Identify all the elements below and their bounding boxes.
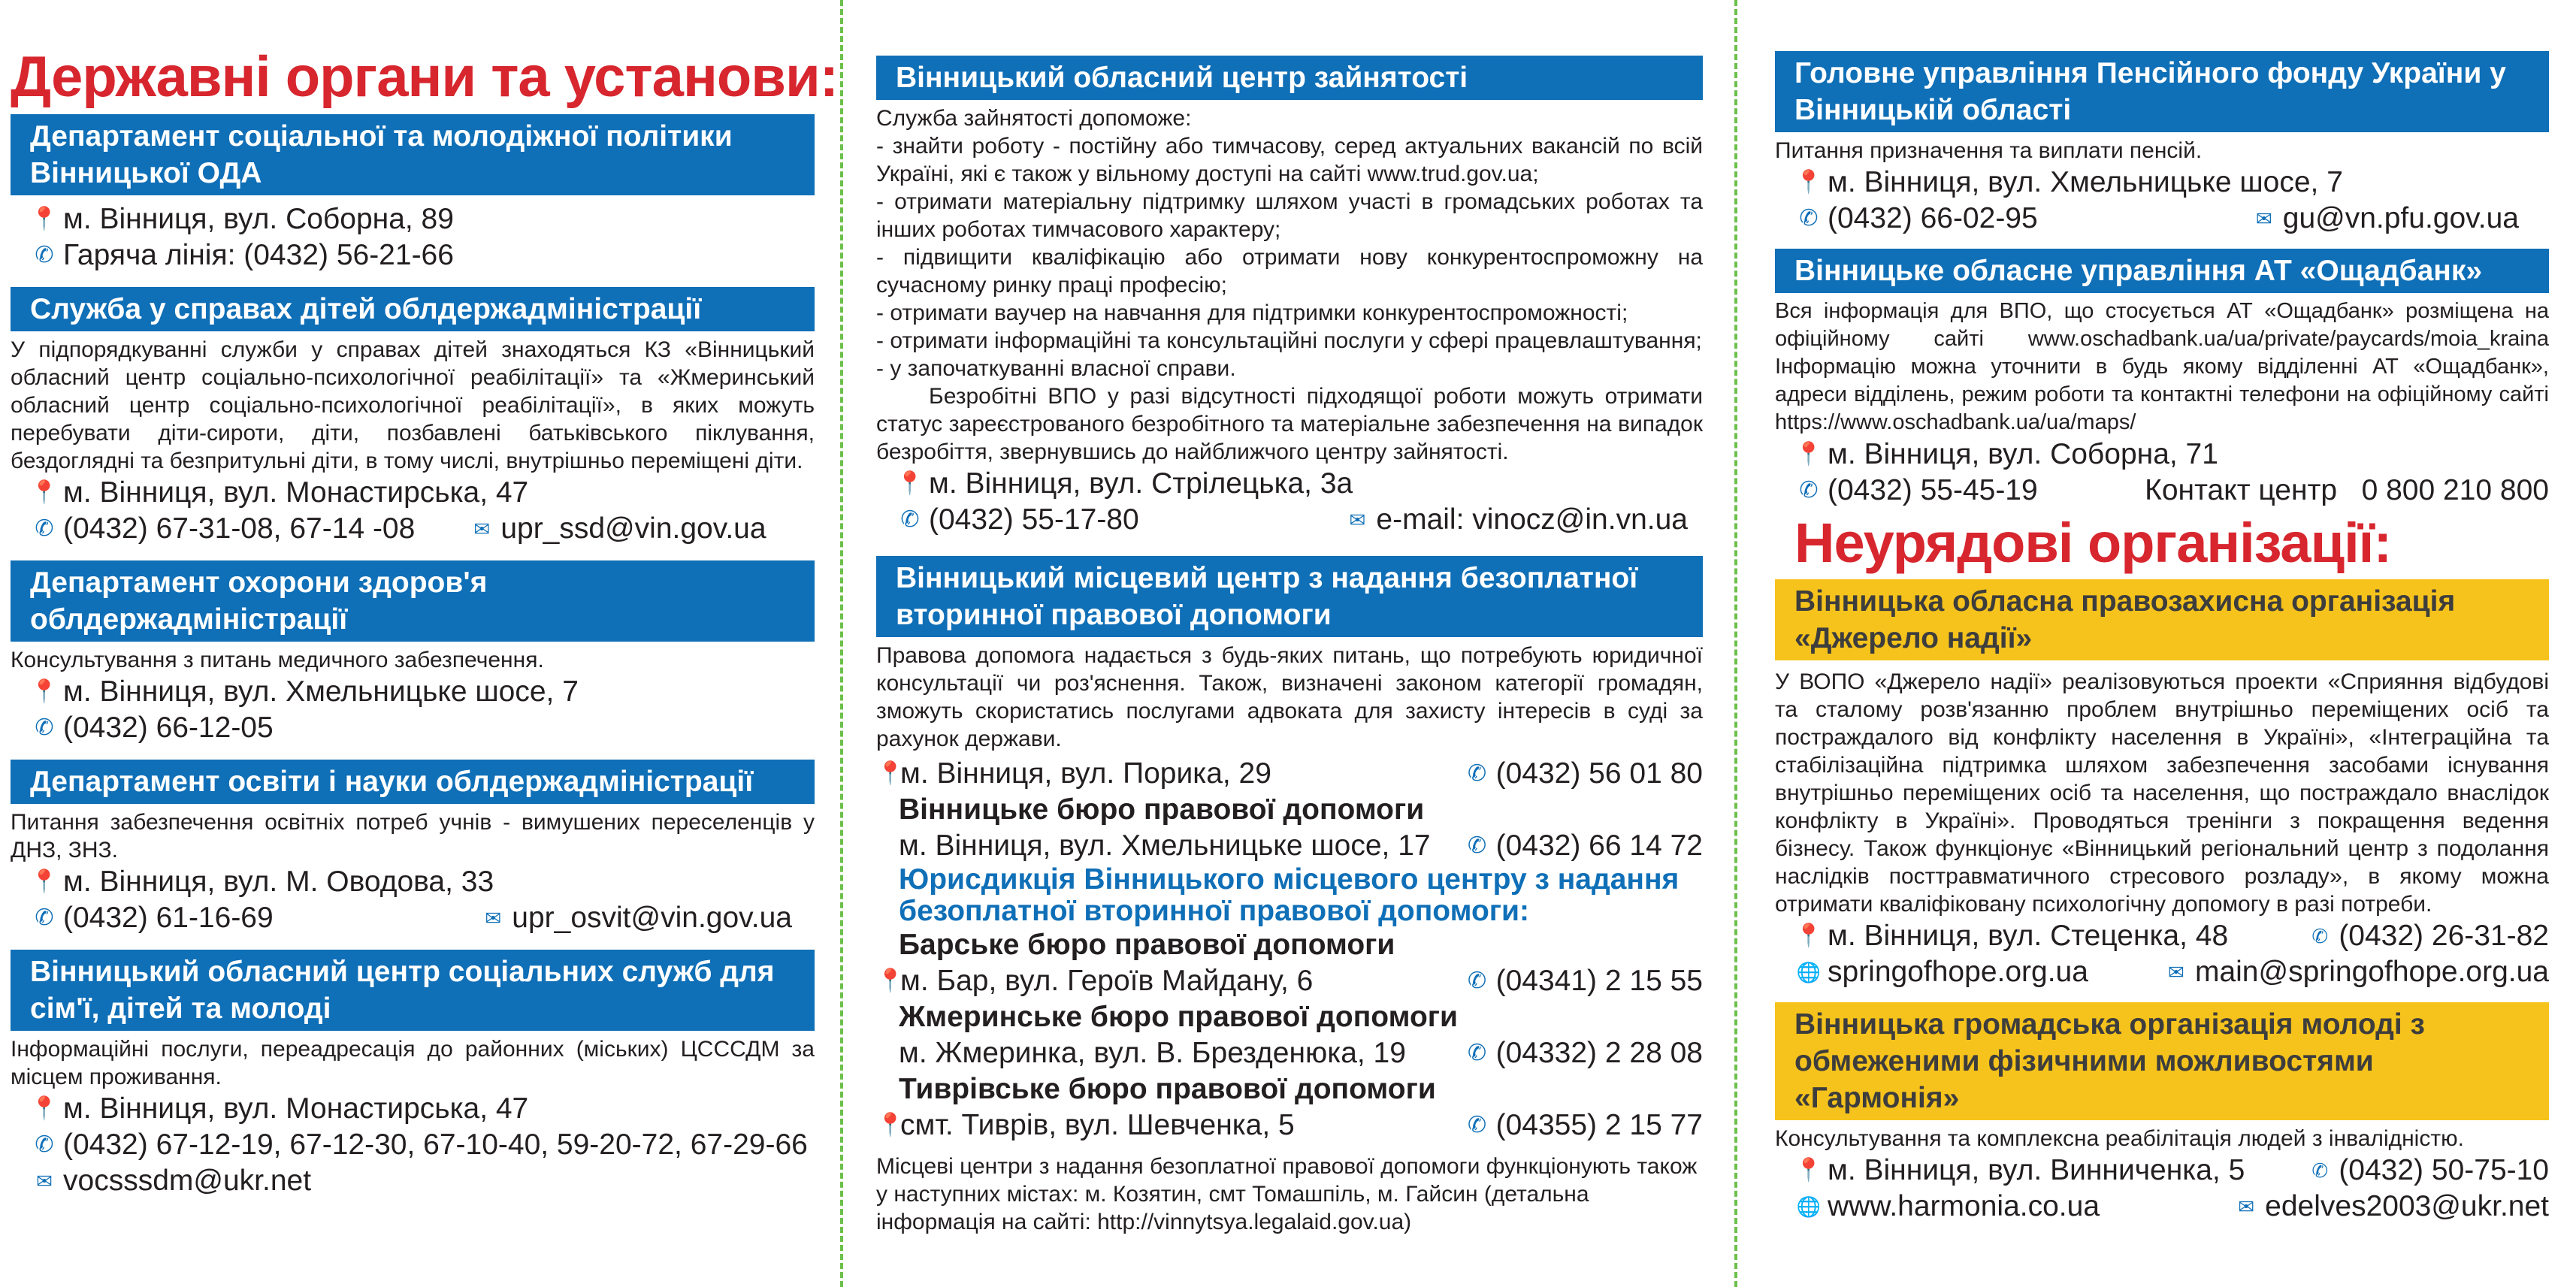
jurisdiction-heading: Юрисдикція Вінницького місцевого центру з надання безоплатної вторинної правової допомоги: (899, 863, 1680, 927)
pin-icon: 📍 (1794, 1158, 1823, 1183)
bureau-4-row (876, 1107, 1703, 1143)
pension-email[interactable]: gu@vn.pfu.gov.ua (2282, 202, 2519, 234)
bureau-4-phone[interactable]: (04355) 2 15 77 (1495, 1109, 1703, 1141)
harmonia-website[interactable]: www.harmonia.co.ua (1828, 1190, 2100, 1222)
health-heading: Департамент охорони здоров'я облдержадміністрації (11, 560, 815, 642)
children-service-address: м. Вінниця, вул. Монастирська, 47 (63, 476, 529, 509)
phone-icon: ✆ (1799, 478, 1819, 503)
bureau-1-address: м. Вінниця, вул. Хмельницьке шосе, 17 (899, 829, 1431, 862)
pin-icon: 📍 (30, 869, 59, 894)
harmonia-heading: Вінницька громадська організація молоді з обмеженими фізичними можливостями «Гармонія» (1775, 1002, 2549, 1120)
education-contacts-row (11, 900, 815, 936)
phone-icon: ✆ (1468, 1113, 1487, 1137)
oschadbank-address-row (1775, 437, 2549, 473)
globe-icon: 🌐 (1796, 1195, 1822, 1218)
bureau-4-name: Тиврівське бюро правової допомоги (899, 1073, 1436, 1105)
pin-icon: 📍 (1794, 923, 1823, 948)
bureau-3-name: Жмеринське бюро правової допомоги (899, 1001, 1458, 1033)
dzherelo-phone[interactable]: (0432) 26-31-82 (2339, 920, 2549, 952)
social-services-desc: Інформаційні послуги, переадресація до районних (міських) ЦСССДМ за місцем проживання. (11, 1037, 815, 1089)
health-desc: Консультування з питань медичного забезпечення. (11, 648, 544, 672)
social-services-email[interactable]: vocsssdm@ukr.net (63, 1165, 312, 1197)
bureau-1-name: Вінницьке бюро правової допомоги (899, 793, 1425, 826)
pin-icon: 📍 (30, 679, 59, 704)
social-services-phone-row (11, 1127, 815, 1163)
employment-address-row (876, 466, 1703, 502)
employment-desc: Служба зайнятості допоможе: - знайти роботу - постійну або тимчасову, серед актуальних вакансій по всій Україні, які є також у вільному доступі на сайті www.trud.gov.ua; - отримати матеріальну підтримку шляхом участі в громадських роботах та інших роботах тимчасового характеру; - підвищити кваліфікацію або отримати нову конкурентоспроможну на сучасному ринку праці професію; - отримати ваучер на навчання для підтримки конкурентоспроможності; - отримати інформаційні та консультаційні послуги у сфері працевлаштування; - у започаткуванні власної справи. (876, 106, 1703, 381)
bureau-3-row (876, 1035, 1703, 1071)
education-desc: Питання забезпечення освітніх потреб учнів - вимушених переселенців у ДНЗ, ЗНЗ. (11, 810, 815, 863)
mail-icon: ✉ (2238, 1195, 2255, 1218)
children-service-email[interactable]: upr_ssd@vin.gov.ua (500, 512, 766, 545)
pin-icon: 📍 (30, 1096, 59, 1121)
harmonia-address: м. Вінниця, вул. Винниченка, 5 (1828, 1154, 2245, 1186)
bureau-1-row (876, 828, 1703, 864)
phone-icon: ✆ (1468, 1041, 1487, 1065)
employment-email[interactable]: e-mail: vinocz@in.vn.ua (1376, 503, 1688, 536)
pin-icon: 📍 (876, 1113, 905, 1137)
dzherelo-website[interactable]: springofhope.org.ua (1828, 956, 2088, 988)
legal-aid-footer: Місцеві центри з надання безоплатної правової допомоги функціонують також у наступних містах: м. Козятин, смт Томашпіль, м. Гайсин (детальна інформація на сайті: http://vinnytsya.legalaid.gov.ua) (876, 1154, 1698, 1234)
bureau-1-phone[interactable]: (0432) 66 14 72 (1495, 829, 1703, 862)
bureau-3-phone[interactable]: (04332) 2 28 08 (1495, 1037, 1703, 1069)
mail-icon: ✉ (2255, 207, 2272, 230)
oschadbank-contact-center[interactable]: Контакт центр 0 800 210 800 (2145, 474, 2549, 506)
pin-icon: 📍 (1794, 170, 1823, 195)
bureau-2-phone[interactable]: (04341) 2 15 55 (1495, 965, 1703, 997)
phone-icon: ✆ (1468, 968, 1487, 993)
pension-address: м. Вінниця, вул. Хмельницьке шосе, 7 (1828, 166, 2343, 198)
column-pension-ngo (1775, 0, 2549, 1287)
globe-icon: 🌐 (1796, 961, 1822, 983)
mail-icon: ✉ (36, 1170, 53, 1192)
pension-phone[interactable]: (0432) 66-02-95 (1828, 202, 2038, 234)
social-services-address-row (11, 1091, 815, 1127)
pension-address-row (1775, 165, 2549, 201)
harmonia-address-row (1775, 1153, 2549, 1189)
dzherelo-web-row (1775, 954, 2549, 990)
column-government (11, 0, 839, 1287)
phone-icon: ✆ (2311, 925, 2329, 947)
oschadbank-desc: Вся інформація для ВПО, що стосується АТ «Ощадбанк» розміщена на офіційному сайті www.oschadbank.ua/ua/private/paycards/moia_kraina Інформацію можна уточнити в будь якому відділенні АТ «Ощадбанк», адреси відділень, режим роботи та контактні телефони на офіційному сайті https://www.oschadbank.ua/ua/maps/ (1775, 299, 2549, 434)
employment-address: м. Вінниця, вул. Стрілецька, 3а (929, 467, 1353, 500)
phone-icon: ✆ (900, 507, 920, 532)
pin-icon: 📍 (876, 761, 905, 786)
pension-heading: Головне управління Пенсійного фонду України у Вінницькій області (1775, 51, 2549, 132)
dept-social-heading: Департамент соціальної та молодіжної політики Вінницької ОДА (11, 114, 815, 195)
harmonia-desc: Консультування та комплексна реабілітація людей з інвалідністю. (1775, 1126, 2464, 1151)
social-services-email-row (11, 1163, 815, 1199)
education-address: м. Вінниця, вул. М. Оводова, 33 (63, 866, 494, 898)
dzherelo-address-row (1775, 918, 2549, 954)
pension-contacts-row (1775, 201, 2549, 237)
mail-icon: ✉ (1349, 509, 1366, 531)
social-services-heading: Вінницький обласний центр соціальних служб для сім'ї, дітей та молоді (11, 950, 815, 1031)
health-phone-row (11, 710, 815, 746)
phone-icon: ✆ (35, 905, 54, 930)
phone-icon: ✆ (35, 516, 54, 541)
pin-icon: 📍 (896, 471, 924, 496)
mail-icon: ✉ (485, 907, 502, 929)
legal-aid-main-row (876, 756, 1703, 792)
education-address-row (11, 864, 815, 900)
employment-desc-2: Безробітні ВПО у разі відсутності підходящої роботи можуть отримати статус зареєстрованого безробітного та матеріальне забезпечення на випадок безробіття, звернувшись до найближчого центру зайнятості. (876, 384, 1703, 464)
pin-icon: 📍 (1794, 442, 1823, 467)
children-service-phone[interactable]: (0432) 67-31-08, 67-14 -08 (63, 512, 416, 545)
legal-aid-phone[interactable]: (0432) 56 01 80 (1495, 757, 1703, 790)
social-services-phone[interactable]: (0432) 67-12-19, 67-12-30, 67-10-40, 59-20-72, 67-29-66 (63, 1128, 808, 1161)
phone-icon: ✆ (1468, 833, 1487, 858)
dept-social-address-row (11, 201, 815, 237)
mail-icon: ✉ (2168, 961, 2184, 983)
dzherelo-email[interactable]: main@springofhope.org.ua (2194, 956, 2549, 988)
oschadbank-heading: Вінницьке обласне управління АТ «Ощадбанк» (1775, 249, 2549, 293)
employment-contacts-row (876, 502, 1703, 538)
oschadbank-phone[interactable]: (0432) 55-45-19 (1828, 474, 2038, 506)
dept-social-address: м. Вінниця, вул. Соборна, 89 (63, 203, 454, 235)
government-title: Державні органи та установи: (11, 45, 839, 109)
children-service-address-row (11, 475, 815, 511)
oschadbank-contacts-row (1775, 473, 2549, 509)
legal-aid-address: м. Вінниця, вул. Порика, 29 (900, 757, 1271, 790)
social-services-address: м. Вінниця, вул. Монастирська, 47 (63, 1092, 529, 1125)
bureau-2-row (876, 963, 1703, 999)
dzherelo-address: м. Вінниця, вул. Стеценка, 48 (1828, 920, 2229, 952)
health-address: м. Вінниця, вул. Хмельницьке шосе, 7 (63, 675, 579, 708)
mail-icon: ✉ (473, 518, 491, 540)
education-heading: Департамент освіти і науки облдержадміністрації (11, 760, 815, 804)
column-divider-2 (1734, 0, 1737, 1287)
bureau-2-address: м. Бар, вул. Героїв Майдану, 6 (900, 965, 1314, 997)
health-phone[interactable]: (0432) 66-12-05 (63, 711, 274, 744)
ngo-title: Неурядові організації: (1794, 512, 2392, 574)
harmonia-web-row (1775, 1189, 2549, 1225)
pin-icon: 📍 (30, 207, 59, 231)
phone-icon: ✆ (1468, 761, 1487, 786)
column-employment-legal (876, 0, 1703, 1287)
phone-icon: ✆ (1799, 206, 1819, 231)
dept-social-hotline[interactable]: Гаряча лінія: (0432) 56-21-66 (63, 239, 454, 271)
dzherelo-heading: Вінницька обласна правозахисна організація «Джерело надії» (1775, 579, 2549, 660)
bureau-4-address: смт. Тиврів, вул. Шевченка, 5 (900, 1109, 1295, 1141)
phone-icon: ✆ (35, 715, 54, 740)
dept-social-hotline-row (11, 237, 815, 273)
bureau-2-name: Барське бюро правової допомоги (899, 929, 1395, 961)
education-email[interactable]: upr_osvit@vin.gov.ua (512, 902, 792, 934)
health-address-row (11, 674, 815, 710)
column-divider-1 (840, 0, 843, 1287)
dzherelo-desc: У ВОПО «Джерело надії» реалізовуються проекти «Сприяння відбудові та сталому розв'язанню проблем внутрішньо переміщених осіб та постраждалого від конфлікту населення в Україні», «Інтеграційна та стабілізаційна підтримка шляхом забезпечення засобами існування внутрішньо переміщених осіб та населення, що постраждало внаслідок конфлікту в Україні». Проводяться тренінги з покращення ведення бізнесу. Також функціонує «Вінницький регіональний центр з подолання наслідків посттравматичного стресового розладу», в якому можна отримати кваліфіковану психологічну допомогу в разі потреби. (1775, 669, 2549, 917)
employment-heading: Вінницький обласний центр зайнятості (876, 56, 1703, 100)
children-service-contacts-row (11, 511, 815, 547)
pin-icon: 📍 (876, 968, 905, 993)
pension-desc: Питання призначення та виплати пенсій. (1775, 138, 2203, 163)
legal-aid-heading: Вінницький місцевий центр з надання безоплатної вторинної правової допомоги (876, 556, 1703, 637)
phone-icon: ✆ (2311, 1159, 2329, 1182)
harmonia-phone[interactable]: (0432) 50-75-10 (2339, 1154, 2549, 1186)
phone-icon: ✆ (35, 1132, 54, 1157)
harmonia-email[interactable]: edelves2003@ukr.net (2265, 1190, 2549, 1222)
bureau-3-address: м. Жмеринка, вул. В. Брезденюка, 19 (899, 1037, 1406, 1069)
phone-icon: ✆ (35, 243, 54, 267)
oschadbank-address: м. Вінниця, вул. Соборна, 71 (1828, 438, 2218, 470)
children-service-heading: Служба у справах дітей облдержадміністрації (11, 287, 815, 331)
legal-aid-desc: Правова допомога надається з будь-яких питань, що потребують юридичної консультації чи роз'яснення. Також, визначені законом категорії громадян, зможуть скористатись послугами адвоката для захисту інтересів в суді за рахунок держави. (876, 643, 1703, 751)
employment-phone[interactable]: (0432) 55-17-80 (929, 503, 1139, 536)
education-phone[interactable]: (0432) 61-16-69 (63, 902, 274, 934)
pin-icon: 📍 (30, 480, 59, 505)
children-service-desc: У підпорядкуванні служби у справах дітей знаходяться КЗ «Вінницький обласний центр соціально-психологічної реабілітації» та «Жмеринський обласний центр соціально-психологічної реабілітації», в яких можуть перебувати діти-сироти, діти, позбавлені батьківського піклування, бездоглядні та безпритульні діти, в тому числі, внутрішньо переміщені діти. (11, 337, 815, 473)
